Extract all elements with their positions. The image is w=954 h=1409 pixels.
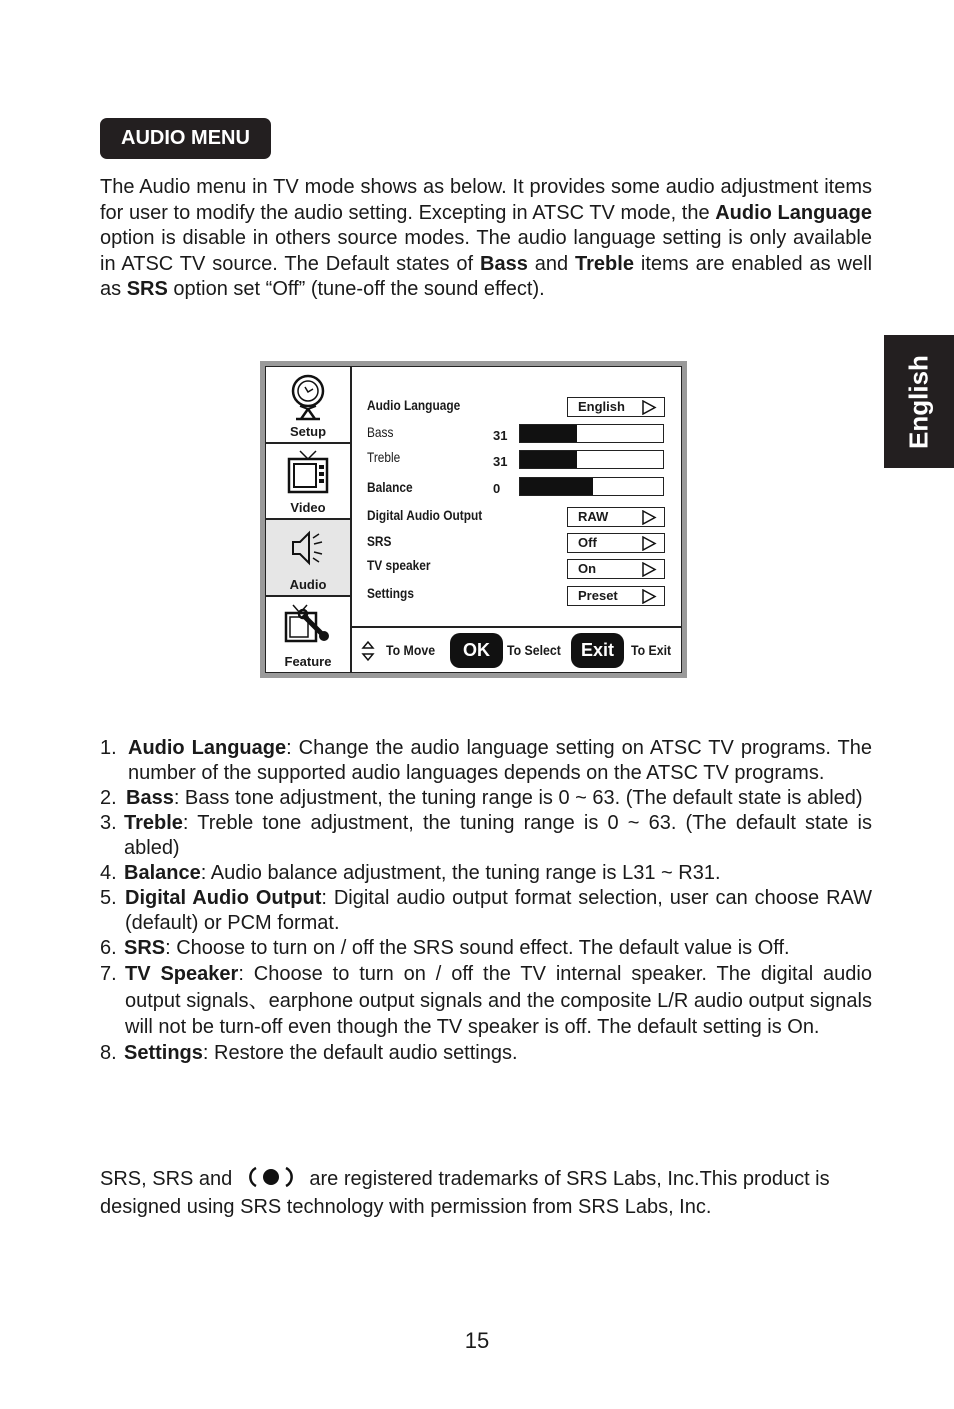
- option-value: Off: [578, 535, 597, 550]
- exit-hint: To Exit: [631, 642, 672, 658]
- osd-row-settings[interactable]: Settings: [367, 585, 414, 601]
- item-text: : Digital audio output format selection, user can choose RAW (default) or PCM format.: [125, 887, 872, 934]
- intro-text: option is disable in others source modes. The audio language setting is only available in ATSC TV source. The Default states of: [100, 227, 872, 275]
- treble-value: 31: [493, 454, 508, 469]
- option-value: Preset: [578, 588, 618, 603]
- intro-term: SRS: [126, 278, 168, 300]
- item-text: : Bass tone adjustment, the tuning range is 0 ~ 63. (The default state is abled): [173, 787, 863, 809]
- trademark-text: are registered trademarks of SRS Labs, Inc.This product is designed using SRS technology with permission from SRS Labs, Inc.: [100, 1168, 830, 1218]
- balance-value: 0: [493, 481, 501, 496]
- osd-row-srs[interactable]: SRS: [367, 533, 392, 549]
- list-item: [100, 1041, 872, 1066]
- triangle-right-icon: [641, 510, 657, 525]
- balance-slider-fill: [520, 478, 593, 495]
- tv-speaker-option[interactable]: [567, 559, 665, 579]
- osd-tab-label: Audio: [289, 577, 327, 592]
- osd-row-treble[interactable]: Treble: [367, 449, 401, 465]
- item-term: Settings: [124, 1041, 203, 1064]
- osd-tab-label: Setup: [289, 424, 327, 439]
- item-number: 6.: [100, 937, 117, 959]
- item-number: 2.: [100, 787, 117, 809]
- list-item: [100, 736, 872, 786]
- item-number: 3.: [100, 812, 117, 834]
- option-value: RAW: [578, 509, 609, 524]
- treble-slider[interactable]: [519, 450, 664, 469]
- intro-term: Treble: [575, 252, 634, 275]
- item-text: : Treble tone adjustment, the tuning range is 0 ~ 63. (The default state is abled): [124, 812, 872, 859]
- exit-key[interactable]: Exit: [571, 633, 624, 668]
- triangle-right-icon: [641, 562, 657, 577]
- ok-key[interactable]: OK: [450, 633, 503, 668]
- language-tab: [884, 335, 954, 468]
- item-term: Audio Language: [128, 737, 287, 759]
- balance-slider[interactable]: [519, 477, 664, 496]
- section-title: AUDIO MENU: [100, 118, 271, 159]
- language-tab-label: English: [903, 354, 934, 449]
- option-value: On: [578, 561, 597, 576]
- intro-term: Bass: [480, 252, 528, 275]
- up-down-arrow-icon: [361, 640, 375, 662]
- item-text: : Choose to turn on / off the TV internal speaker. The digital audio output signals、earphone output signals and the composite L/R audio output signals will not be turn-off even though the TV speaker is off. The default setting is On.: [125, 963, 872, 1038]
- intro-term: Audio Language: [715, 201, 872, 224]
- osd-row-audio-language[interactable]: Audio Language: [367, 397, 461, 413]
- osd-row-digital-audio-output[interactable]: Digital Audio Output: [367, 507, 483, 523]
- osd-sidebar: [266, 367, 352, 672]
- trademark-notice: [100, 1165, 872, 1221]
- osd-row-bass[interactable]: Bass: [367, 424, 394, 440]
- item-number: 1.: [100, 737, 117, 759]
- list-item: [100, 861, 872, 886]
- intro-text: The Audio menu in TV mode shows as below. It provides some audio adjustment items for user to modify the audio setting. Excepting in ATSC TV mode, the: [100, 176, 872, 224]
- item-text: : Restore the default audio settings.: [202, 1041, 518, 1064]
- osd-footer: [350, 626, 681, 674]
- srs-logo-icon: [246, 1165, 298, 1189]
- item-number: 7.: [100, 963, 117, 985]
- item-number: 8.: [100, 1041, 117, 1064]
- item-number: 5.: [100, 887, 117, 909]
- item-term: Bass: [126, 787, 174, 809]
- list-item: [100, 936, 872, 961]
- item-number: 4.: [100, 862, 117, 884]
- intro-paragraph: [100, 175, 872, 303]
- item-term: TV Speaker: [125, 963, 239, 985]
- digital-audio-output-option[interactable]: [567, 507, 665, 527]
- list-item: [100, 961, 872, 1041]
- list-item: [100, 886, 872, 936]
- osd-screen: [265, 366, 682, 673]
- item-term: Balance: [124, 862, 201, 884]
- osd-tab-label: Video: [290, 500, 326, 515]
- select-hint: To Select: [507, 642, 561, 658]
- bass-value: 31: [493, 428, 508, 443]
- srs-option[interactable]: [567, 533, 665, 553]
- page-number: 15: [464, 1328, 490, 1353]
- intro-text: option set “Off” (tune-off the sound effect).: [167, 278, 545, 300]
- item-term: Digital Audio Output: [125, 887, 322, 909]
- item-text: : Choose to turn on / off the SRS sound effect. The default value is Off.: [165, 937, 790, 959]
- osd-tab-feature[interactable]: [266, 597, 350, 672]
- tv-wrench-icon: [283, 603, 333, 647]
- osd-tab-audio[interactable]: [266, 520, 350, 597]
- osd-tab-video[interactable]: [266, 444, 350, 520]
- settings-option[interactable]: [567, 586, 665, 606]
- trademark-text: SRS, SRS and: [100, 1168, 238, 1190]
- triangle-right-icon: [641, 589, 657, 604]
- audio-settings-list: [100, 736, 872, 1066]
- bass-slider-fill: [520, 425, 577, 442]
- intro-text: and: [527, 252, 576, 275]
- osd-tab-label: Feature: [284, 654, 332, 669]
- option-value: English: [578, 399, 625, 414]
- osd-row-tv-speaker[interactable]: TV speaker: [367, 557, 431, 573]
- speaker-icon: [288, 528, 328, 568]
- triangle-right-icon: [641, 400, 657, 415]
- move-hint: To Move: [386, 642, 436, 658]
- osd-tab-setup[interactable]: [266, 367, 350, 444]
- tv-icon: [286, 449, 330, 495]
- bass-slider[interactable]: [519, 424, 664, 443]
- triangle-right-icon: [641, 536, 657, 551]
- treble-slider-fill: [520, 451, 577, 468]
- audio-language-option[interactable]: [567, 397, 665, 417]
- audio-menu-osd: [260, 361, 687, 678]
- intro-text: items are enabled as well as: [100, 252, 873, 300]
- satellite-dish-icon: [288, 373, 328, 421]
- item-term: SRS: [124, 937, 166, 959]
- list-item: [100, 811, 872, 861]
- item-text: : Audio balance adjustment, the tuning range is L31 ~ R31.: [200, 862, 721, 884]
- item-term: Treble: [124, 812, 183, 834]
- item-text: : Change the audio language setting on ATSC TV programs. The number of the supported audio languages depends on the ATSC TV programs.: [128, 737, 872, 784]
- list-item: [100, 786, 872, 811]
- osd-row-balance[interactable]: Balance: [367, 479, 413, 495]
